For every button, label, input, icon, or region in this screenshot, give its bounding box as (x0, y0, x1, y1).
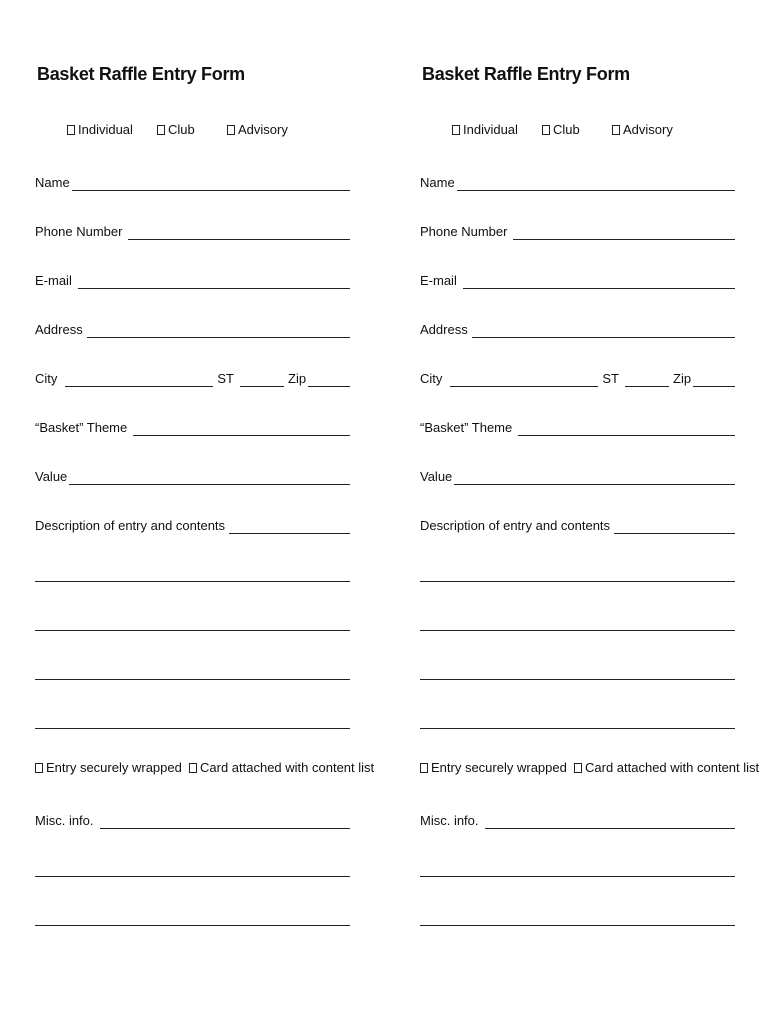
checkbox-icon[interactable] (35, 763, 43, 773)
email-label: E-mail (35, 273, 72, 288)
entry-form-left (35, 0, 375, 1024)
phone-label: Phone Number (420, 224, 508, 239)
checkbox-icon[interactable] (227, 125, 235, 135)
phone-field[interactable] (420, 220, 735, 240)
state-line[interactable] (240, 372, 284, 387)
city-label: City (420, 371, 443, 386)
checklist (35, 760, 375, 780)
category-advisory[interactable] (227, 122, 288, 137)
category-label: Advisory (623, 122, 673, 137)
checkbox-icon[interactable] (612, 125, 620, 135)
zip-line[interactable] (308, 372, 350, 387)
checklist (420, 760, 760, 780)
check-card-attached[interactable] (574, 760, 759, 775)
category-club[interactable] (542, 122, 580, 137)
city-line[interactable] (450, 372, 598, 387)
category-options (67, 122, 327, 142)
category-club[interactable] (157, 122, 195, 137)
description-blank-line[interactable] (420, 630, 735, 631)
theme-label: “Basket” Theme (420, 420, 513, 435)
checkbox-icon[interactable] (420, 763, 428, 773)
misc-blank-line[interactable] (35, 876, 350, 877)
entry-form-right (420, 0, 760, 1024)
name-line[interactable] (72, 176, 350, 191)
misc-field[interactable] (420, 809, 735, 829)
checkbox-icon[interactable] (452, 125, 460, 135)
email-field[interactable] (420, 269, 735, 289)
address-line[interactable] (472, 323, 735, 338)
theme-field[interactable] (35, 416, 350, 436)
form-title: Basket Raffle Entry Form (37, 64, 245, 84)
description-label: Description of entry and contents (35, 518, 226, 533)
check-entry-wrapped[interactable] (420, 760, 567, 775)
misc-blank-line[interactable] (420, 925, 735, 926)
zip-label: Zip (288, 371, 307, 386)
state-line[interactable] (625, 372, 669, 387)
checkbox-icon[interactable] (157, 125, 165, 135)
city-state-zip-field[interactable] (420, 367, 735, 387)
theme-field[interactable] (420, 416, 735, 436)
theme-line[interactable] (518, 421, 735, 436)
category-label: Advisory (238, 122, 288, 137)
value-label: Value (420, 469, 453, 484)
category-label: Club (168, 122, 195, 137)
description-field[interactable] (420, 514, 735, 534)
city-label: City (35, 371, 58, 386)
category-individual[interactable] (452, 122, 518, 137)
misc-blank-line[interactable] (420, 876, 735, 877)
description-label: Description of entry and contents (420, 518, 611, 533)
address-label: Address (420, 322, 468, 337)
category-individual[interactable] (67, 122, 133, 137)
description-blank-line[interactable] (35, 581, 350, 582)
address-line[interactable] (87, 323, 350, 338)
email-field[interactable] (35, 269, 350, 289)
city-state-zip-field[interactable] (35, 367, 350, 387)
value-field[interactable] (35, 465, 350, 485)
value-line[interactable] (454, 470, 735, 485)
checkbox-icon[interactable] (67, 125, 75, 135)
phone-field[interactable] (35, 220, 350, 240)
category-label: Individual (463, 122, 518, 137)
description-blank-line[interactable] (420, 581, 735, 582)
description-line[interactable] (614, 519, 735, 534)
misc-line[interactable] (485, 814, 735, 829)
misc-field[interactable] (35, 809, 350, 829)
name-line[interactable] (457, 176, 735, 191)
theme-label: “Basket” Theme (35, 420, 128, 435)
description-line[interactable] (229, 519, 350, 534)
description-blank-line[interactable] (420, 728, 735, 729)
phone-line[interactable] (128, 225, 350, 240)
name-field[interactable] (35, 171, 350, 191)
value-label: Value (35, 469, 68, 484)
email-label: E-mail (420, 273, 457, 288)
misc-label: Misc. info. (35, 813, 94, 828)
category-label: Individual (78, 122, 133, 137)
name-field[interactable] (420, 171, 735, 191)
description-field[interactable] (35, 514, 350, 534)
category-advisory[interactable] (612, 122, 673, 137)
email-line[interactable] (78, 274, 350, 289)
check-label: Card attached with content list (200, 760, 375, 775)
phone-label: Phone Number (35, 224, 123, 239)
check-label: Card attached with content list (585, 760, 760, 775)
misc-blank-line[interactable] (35, 925, 350, 926)
category-options (452, 122, 712, 142)
zip-line[interactable] (693, 372, 735, 387)
email-line[interactable] (463, 274, 735, 289)
check-label: Entry securely wrapped (431, 760, 567, 775)
value-field[interactable] (420, 465, 735, 485)
misc-line[interactable] (100, 814, 350, 829)
phone-line[interactable] (513, 225, 735, 240)
checkbox-icon[interactable] (574, 763, 582, 773)
checkbox-icon[interactable] (542, 125, 550, 135)
theme-line[interactable] (133, 421, 350, 436)
checkbox-icon[interactable] (189, 763, 197, 773)
name-label: Name (420, 175, 455, 190)
category-label: Club (553, 122, 580, 137)
description-blank-line[interactable] (35, 679, 350, 680)
misc-label: Misc. info. (420, 813, 479, 828)
check-label: Entry securely wrapped (46, 760, 182, 775)
address-field[interactable] (420, 318, 735, 338)
description-blank-line[interactable] (35, 630, 350, 631)
city-line[interactable] (65, 372, 213, 387)
description-blank-line[interactable] (35, 728, 350, 729)
address-field[interactable] (35, 318, 350, 338)
state-label: ST (602, 371, 620, 386)
check-card-attached[interactable] (189, 760, 374, 775)
state-label: ST (217, 371, 235, 386)
zip-label: Zip (673, 371, 692, 386)
description-blank-line[interactable] (420, 679, 735, 680)
name-label: Name (35, 175, 70, 190)
address-label: Address (35, 322, 83, 337)
check-entry-wrapped[interactable] (35, 760, 182, 775)
value-line[interactable] (69, 470, 350, 485)
form-title: Basket Raffle Entry Form (422, 64, 630, 84)
